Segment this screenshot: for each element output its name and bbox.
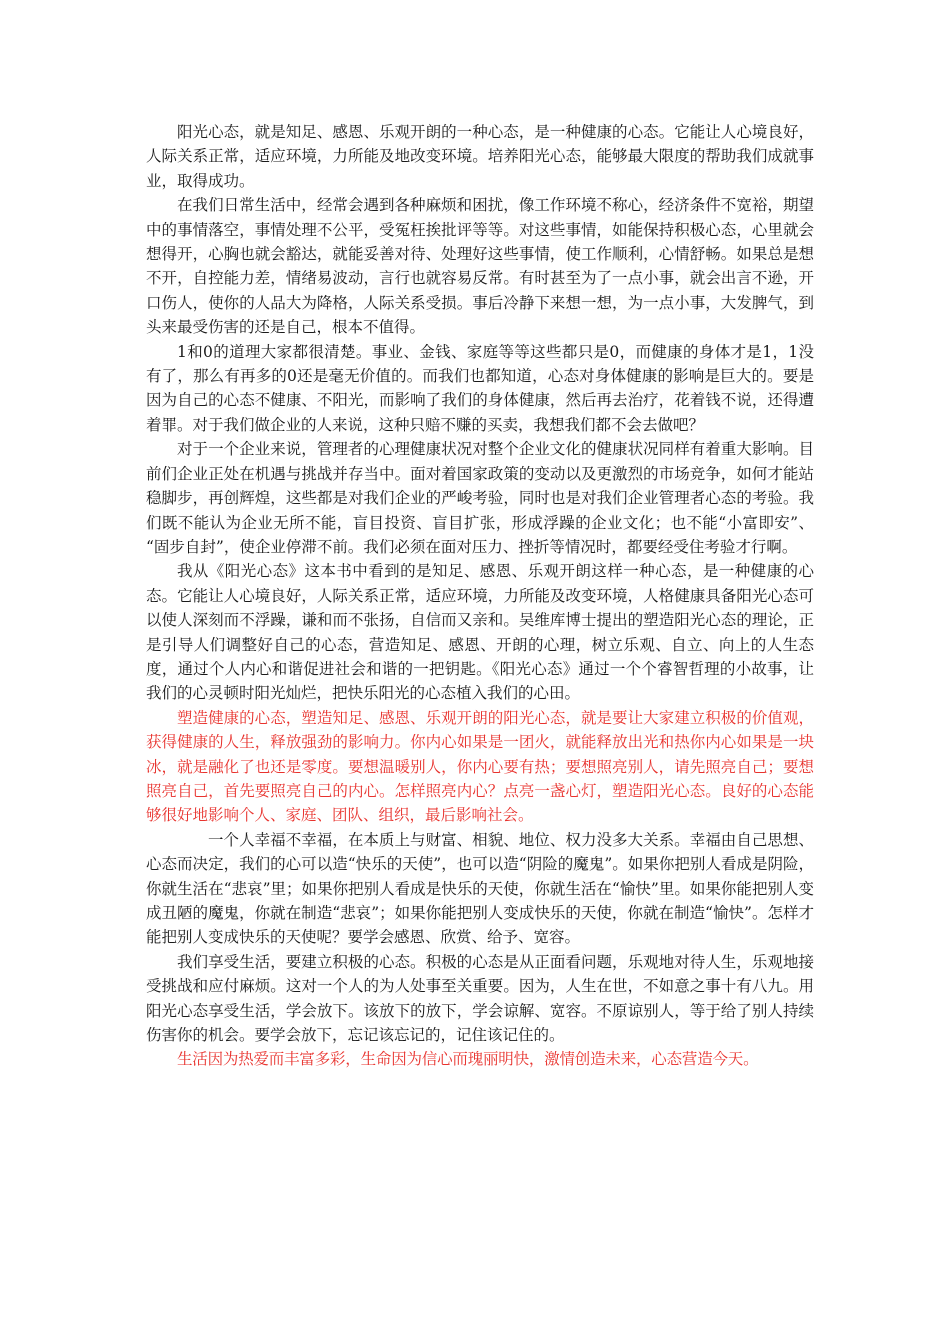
paragraph-one-and-zero: 1和0的道理大家都很清楚。事业、金钱、家庭等等这些都只是0，而健康的身体才是1，1没有了，那么有再多的0还是毫无价值的。而我们也都知道，心态对身体健康的影响是巨大的。要是因为自己的心态不健康、不阳光，而影响了我们的身体健康，然后再去治疗，花着钱不说，还得遭着罪。对于我们做企业的人来说，这种只赔不赚的买卖，我想我们都不会去做吧？ bbox=[146, 342, 814, 434]
paragraph-happiness: 一个人幸福不幸福，在本质上与财富、相貌、地位、权力没多大关系。幸福由自己思想、心态而决定，我们的心可以造“快乐的天使”，也可以造“阴险的魔鬼”。如果你把别人看成是阴险，你就生活在“悲哀”里；如果你把别人看成是快乐的天使，你就生活在“愉快”里。如果你能把别人变成丑陋的魔鬼，你就在制造“悲哀”；如果你能把别人变成快乐的天使，你就在制造“愉快”。怎样才能把别人变成快乐的天使呢？要学会感恩、欣赏、给予、宽容。 bbox=[146, 830, 814, 947]
paragraph-daily-life-troubles: 在我们日常生活中，经常会遇到各种麻烦和困扰，像工作环境不称心，经济条件不宽裕，期望中的事情落空，事情处理不公平，受冤枉挨批评等等。对这些事情，如能保持积极心态，心里就会想得开，心胸也就会豁达，就能妥善对待、处理好这些事情，使工作顺利，心情舒畅。如果总是想不开，自控能力差，情绪易波动，言行也就容易反常。有时甚至为了一点小事，就会出言不逊，开口伤人，使你的人品大为降格，人际关系受损。事后冷静下来想一想，为一点小事，大发脾气，到头来最受伤害的还是自己，根本不值得。 bbox=[146, 196, 814, 337]
paragraph-sunny-mindset-definition: 阳光心态，就是知足、感恩、乐观开朗的一种心态，是一种健康的心态。它能让人心境良好，人际关系正常，适应环境，力所能及地改变环境。培养阳光心态，能够最大限度的帮助我们成就事业，取得成功。 bbox=[146, 123, 814, 190]
paragraph-enjoy-life: 我们享受生活，要建立积极的心态。积极的心态是从正面看问题，乐观地对待人生，乐观地接受挑战和应付麻烦。这对一个人的为人处事至关重要。因为，人生在世，不如意之事十有八九。用阳光心态享受生活，学会放下。该放下的放下，学会谅解、宽容。不原谅别人，等于给了别人持续伤害你的机会。要学会放下，忘记该忘记的，记住该记住的。 bbox=[146, 952, 814, 1045]
paragraph-closing-motto: 生活因为热爱而丰富多彩，生命因为信心而瑰丽明快，激情创造未来，心态营造今天。 bbox=[177, 1050, 759, 1069]
document-body bbox=[146, 120, 814, 1072]
paragraph-book-reflection: 我从《阳光心态》这本书中看到的是知足、感恩、乐观开朗这样一种心态，是一种健康的心态。它能让人心境良好，人际关系正常，适应环境，力所能及改变环境，人格健康具备阳光心态可以使人深刻而不浮躁，谦和而不张扬，自信而又亲和。吴维库博士提出的塑造阳光心态的理论，正是引导人们调整好自己的心态，营造知足、感恩、开朗的心理，树立乐观、自立、向上的人生态度，通过个人内心和谐促进社会和谐的一把钥匙。《阳光心态》通过一个个睿智哲理的小故事，让我们的心灵顿时阳光灿烂，把快乐阳光的心态植入我们的心田。 bbox=[146, 562, 814, 703]
paragraph-shaping-healthy-mindset: 塑造健康的心态，塑造知足、感恩、乐观开朗的阳光心态，就是要让大家建立积极的价值观，获得健康的人生，释放强劲的影响力。你内心如果是一团火，就能释放出光和热你内心如果是一块冰，就是融化了也还是零度。要想温暖别人，你内心要有热；要想照亮别人，请先照亮自己；要想照亮自己，首先要照亮自己的内心。怎样照亮内心？点亮一盏心灯，塑造阳光心态。良好的心态能够很好地影响个人、家庭、团队、组织，最后影响社会。 bbox=[146, 708, 814, 825]
paragraph-enterprise-managers: 对于一个企业来说，管理者的心理健康状况对整个企业文化的健康状况同样有着重大影响。目前们企业正处在机遇与挑战并存当中。面对着国家政策的变动以及更激烈的市场竞争，如何才能站稳脚步，再创辉煌，这些都是对我们企业的严峻考验，同时也是对我们企业管理者心态的考验。我们既不能认为企业无所不能，盲目投资、盲目扩张，形成浮躁的企业文化；也不能“小富即安”、 “固步自封”，使企业停滞不前。我们必须在面对压力、挫折等情况时，都要经受住考验才行啊。 bbox=[146, 440, 814, 556]
